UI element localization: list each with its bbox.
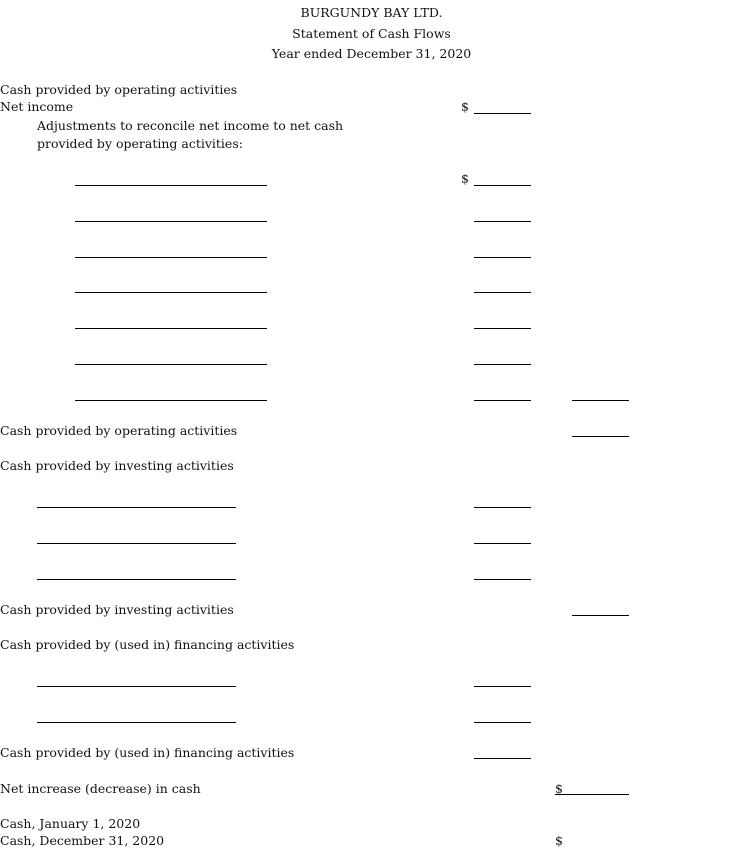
statement-title: Statement of Cash Flows [292, 26, 451, 41]
adjustment-description-line-5[interactable] [75, 328, 267, 329]
financing-description-line-2[interactable] [37, 722, 236, 723]
investing-amount-line-2[interactable] [474, 543, 531, 544]
investing-description-line-1[interactable] [37, 507, 236, 508]
adjustment-amount-line-4[interactable] [474, 292, 531, 293]
net-income-label: Net income [0, 99, 74, 114]
cash-ending-dollar-sign: $ [555, 833, 563, 848]
investing-description-line-2[interactable] [37, 543, 236, 544]
cash-ending-label: Cash, December 31, 2020 [0, 833, 165, 848]
net-income-amount-line[interactable] [474, 113, 531, 114]
investing-heading: Cash provided by investing activities [0, 458, 234, 473]
financing-amount-line-2[interactable] [474, 722, 531, 723]
investing-description-line-3[interactable] [37, 579, 236, 580]
financing-description-line-1[interactable] [37, 686, 236, 687]
adjustments-label-line1: Adjustments to reconcile net income to net cash [37, 118, 344, 133]
adjustment-amount-line-2[interactable] [474, 221, 531, 222]
investing-total-label: Cash provided by investing activities [0, 602, 234, 617]
adjustment-description-line-4[interactable] [75, 292, 267, 293]
net-change-amount-line[interactable] [555, 794, 629, 795]
net-income-dollar-sign: $ [461, 99, 469, 114]
adjustments-label-line2: provided by operating activities: [37, 136, 243, 151]
financing-total-label: Cash provided by (used in) financing activities [0, 745, 295, 760]
investing-amount-line-3[interactable] [474, 579, 531, 580]
adjustment-description-line-2[interactable] [75, 221, 267, 222]
adjustment-description-line-1[interactable] [75, 185, 267, 186]
statement-period: Year ended December 31, 2020 [271, 46, 472, 61]
adjustment-description-line-7[interactable] [75, 400, 267, 401]
adjustment-amount-line-5[interactable] [474, 328, 531, 329]
financing-amount-line-1[interactable] [474, 686, 531, 687]
adjustment-dollar-sign: $ [461, 171, 469, 186]
investing-total-line[interactable] [572, 615, 629, 616]
operating-heading: Cash provided by operating activities [0, 82, 238, 97]
operating-total-line[interactable] [572, 436, 629, 437]
financing-total-line[interactable] [474, 758, 531, 759]
adjustment-amount-line-6[interactable] [474, 364, 531, 365]
adjustment-amount-line-7[interactable] [474, 400, 531, 401]
adjustment-description-line-3[interactable] [75, 257, 267, 258]
net-change-label: Net increase (decrease) in cash [0, 781, 201, 796]
company-name: BURGUNDY BAY LTD. [300, 5, 443, 20]
cash-beginning-label: Cash, January 1, 2020 [0, 816, 141, 831]
adjustment-amount-line-3[interactable] [474, 257, 531, 258]
operating-total-label: Cash provided by operating activities [0, 423, 238, 438]
financing-heading: Cash provided by (used in) financing activities [0, 637, 295, 652]
adjustment-description-line-6[interactable] [75, 364, 267, 365]
adjustment-amount-line-1[interactable] [474, 185, 531, 186]
investing-amount-line-1[interactable] [474, 507, 531, 508]
adjustments-total-line[interactable] [572, 400, 629, 401]
net-change-dollar-sign: $ [555, 781, 563, 796]
